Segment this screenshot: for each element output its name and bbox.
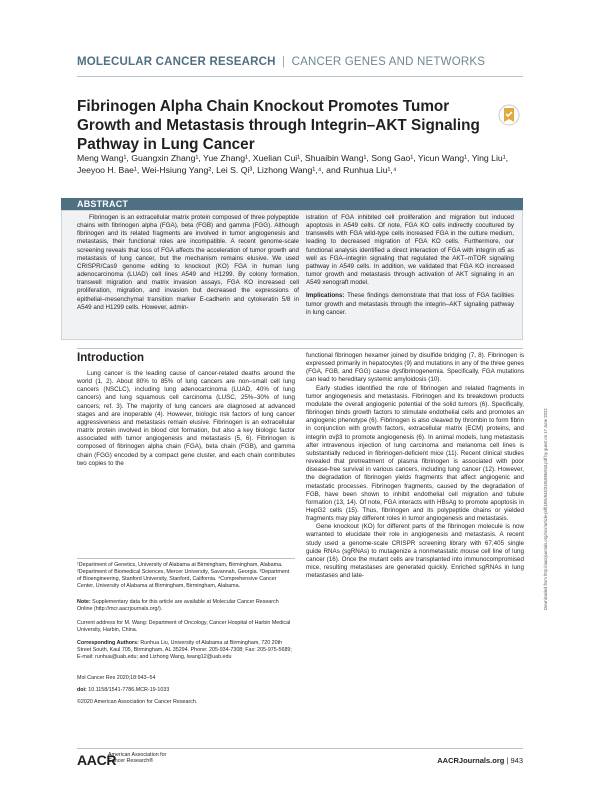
copyright: ©2020 American Association for Cancer Research. xyxy=(77,699,198,705)
introduction-right-column xyxy=(306,352,524,580)
corresponding-text: Runhua Liu, University of Alabama at Birmingham, 720 20th Street South, Kaul 705, Birmingham, AL 35294. Phone: 205-934-7308; Fax: 205-975-5689; E-mail: runhua@uab.edu; and Lizhong Wang, lwang12@uab.edu xyxy=(77,640,292,661)
abstract-heading: ABSTRACT xyxy=(77,199,129,209)
abstract-right-column xyxy=(306,214,514,317)
affiliations: ¹Department of Genetics, University of Alabama at Birmingham, Birmingham, Alabama. ²Department of Biomedical Sciences, Mercer University, Savannah, Georgia. ³Department of Bioengineering, Stanford University, Stanford, California. ⁴Comprehensive Cancer Center, University of Alabama at Birmingham, Birmingham, Alabama. xyxy=(77,562,290,590)
supplementary-note xyxy=(77,599,295,613)
citation: Mol Cancer Res 2020;18:943–54 xyxy=(77,675,156,681)
introduction-heading: Introduction xyxy=(77,352,145,364)
aacr-logo-subtitle: American Association for Cancer Research® xyxy=(108,752,167,765)
abstract-left-text: Fibrinogen is an extracellular matrix protein composed of three polypeptide chains with fibrinogen alpha (FGA), beta (FGB) and gamma (FGG). Although fibrinogen and its related fragments are involved in tumor angiogenesis and metastasis, their functional roles are incompatible. A recent genome-scale screening reveals that loss of FGA affects the acceleration of tumor growth and metastasis of lung cancer, but the mechanism remains elusive. We used CRISPR/Cas9 genome editing to knockout (KO) FGA in human lung adenocarcinoma (LUAD) cell lines A549 and H1299. By colony formation, transwell migration and matrix invasion assays, FGA KO increased cell proliferation, migration, and invasion but decreased the expressions of epithelial–mesenchymal transition marker E-cadherin and cytokeratin 5/8 in A549 and H1299 cells. However, admin- xyxy=(77,214,299,311)
download-watermark xyxy=(540,230,550,610)
implications-text: These findings demonstrate that that loss of FGA facilities tumor growth and metastasis through the integrin–AKT signaling pathway in lung cancer. xyxy=(306,292,514,316)
download-watermark-text: Downloaded from http://aacrjournals.org/mcr/article-pdf/18/6/943/3191896/943.pdf by guest on 17 June 2022 xyxy=(543,408,548,610)
header-separator: | xyxy=(282,56,286,68)
current-address: Current address for M. Wang: Department of Oncology, Cancer Hospital of Harbin Medical University, Harbin, China. xyxy=(77,620,291,634)
implications-label: Implications: xyxy=(306,292,345,300)
abstract-right-text: istration of FGA inhibited cell proliferation and migration but induced apoptosis in A549 cells. Of note, FGA KO cells indirectly cocultured by transwells with FGA wild-type cells increased FGA in the culture medium, leading to decreased migration of FGA KO cells. Furthermore, our functional analysis identified a direct interaction of FGA with integrin α5 as well as FGA–integrin signaling that regulated the AKT–mTOR signaling pathway in A549 cells. In addition, we validated that FGA KO increased tumor growth and metastasis through activation of AKT signaling in an A549 xenograft model. xyxy=(306,214,514,287)
intro-paragraph: functional fibrinogen hexamer joined by disulfide bridging (7, 8). Fibrinogen is expressed primarily in hepatocytes (9) and mutations in any of the three genes (FGA, FGB, and FGG) cause dysfibrinogenemia. Specifically, FGA mutations can lead to hereditary systemic amyloidosis (10). xyxy=(306,352,524,384)
journal-header xyxy=(77,56,485,68)
intro-paragraph: Gene knockout (KO) for different parts of the fibrinogen molecule is now warranted to elucidate their role in angiogenesis and metastasis. A recent study used a genome-scale CRISPR screening library with 67,405 single guide RNAs (sgRNAs) to mutagenize a nonmetastatic mouse cell line of lung cancer (16). Once the mutant cells are transplanted into immunocompromised mice, resulting metastases are generated quickly. Enriched sgRNAs in lung metastases and late- xyxy=(306,523,524,580)
doi-label: doi: xyxy=(77,687,87,693)
journal-name: MOLECULAR CANCER RESEARCH xyxy=(77,56,276,68)
article-title: Fibrinogen Alpha Chain Knockout Promotes Tumor Growth and Metastasis through Integrin–AKT Signaling Pathway in Lung Cancer xyxy=(77,98,480,153)
corresponding-authors xyxy=(77,640,295,661)
author-list: Meng Wang¹, Guangxin Zhang¹, Yue Zhang¹, Xuelian Cui¹, Shuaibin Wang¹, Song Gao¹, Yicun Wang¹, Ying Liu¹, Jeeyoo H. Bae¹, Wei-Hsiung Yang², Lei S. Qi³, Lizhong Wang¹,⁴, and Runhua Liu¹,⁴ xyxy=(77,153,509,175)
page-number: 943 xyxy=(510,756,523,765)
footnote-rule xyxy=(77,558,295,559)
footer-separator: | xyxy=(506,756,509,765)
page-footer xyxy=(437,756,523,765)
doi-line xyxy=(77,687,295,694)
note-text: Supplementary data for this article are available at Molecular Cancer Research Online (http://mcr.aacrjournals.org/). xyxy=(77,599,279,613)
implications-paragraph xyxy=(306,292,514,316)
introduction-left-text: Lung cancer is the leading cause of cancer-related deaths around the world (1, 2). About 80% to 85% of lung cancers are non–small cell lung cancers (NSCLC), including lung adenocarcinoma (LUAD, 40% of lung cancers) and lung squamous cell carcinoma (LUSC, 25%–30% of lung cancers; ref. 3). The majority of lung cancers are diagnosed at advanced stages and are inoperable (4). However, biologic risk factors of lung cancer aggressiveness and metastasis remain elusive. Fibrinogen is an extracellular matrix protein involved in blood clot formation, but also a key biologic factor associated with tumor angiogenesis and metastasis (5, 6). Fibrinogen is composed of fibrinogen alpha chain (FGA), beta chain (FGB), and gamma chain (FGG) encoded by a compact gene cluster, and each chain contributes two copies to the xyxy=(77,370,295,467)
section-name: CANCER GENES AND NETWORKS xyxy=(291,56,486,68)
intro-paragraph: Early studies identified the role of fibrinogen and related fragments in tumor angiogenesis and metastasis. Fibrinogen and its breakdown products modulate the overall angiogenic potential of the solid tumors (6). Specifically, fibrinogen binds growth factors to stimulate endothelial cells and promotes an angiogenic phenotype (6). Fibrinogen is also cleaved by thrombin to form fibrin in conjunction with growth factors, extracellular matrix (ECM) proteins, and integrin αvβ3 to promote angiogenesis (6). In animal models, lung metastasis after intravenous injection of lung carcinoma and melanoma cell lines is substantially reduced in fibrinogen-deficient mice (11). Recent clinical studies revealed that pretreatment of plasma fibrinogen is associated with poor disease-free survival in various cancers, including lung cancer (12). However, the degradation of fibrinogen yields fragments that affect angiogenic and metastatic processes. Fibrinogen fragments, caused by the degradation of FGB, have been shown to inhibit endothelial cell migration and tubule formation (13, 14). Of note, FGA interacts with HBsAg to promote apoptosis in HepG2 cells (15). Thus, fibrinogen and its polypeptide chains or yielded fragments may play different roles in tumor angiogenesis and metastasis. xyxy=(306,384,524,523)
section-rule xyxy=(77,348,523,349)
journal-url[interactable]: AACRJournals.org xyxy=(437,756,505,765)
corresponding-label: Corresponding Authors: xyxy=(77,640,139,646)
doi-link[interactable]: 10.1158/1541-7786.MCR-19-1033 xyxy=(88,687,170,693)
check-for-updates-icon[interactable] xyxy=(498,104,520,126)
abstract-heading-bar xyxy=(61,198,523,210)
note-label: Note: xyxy=(77,599,91,605)
header-rule xyxy=(77,76,523,77)
aacr-logo: AACR xyxy=(77,752,117,768)
footer-rule xyxy=(77,748,523,749)
